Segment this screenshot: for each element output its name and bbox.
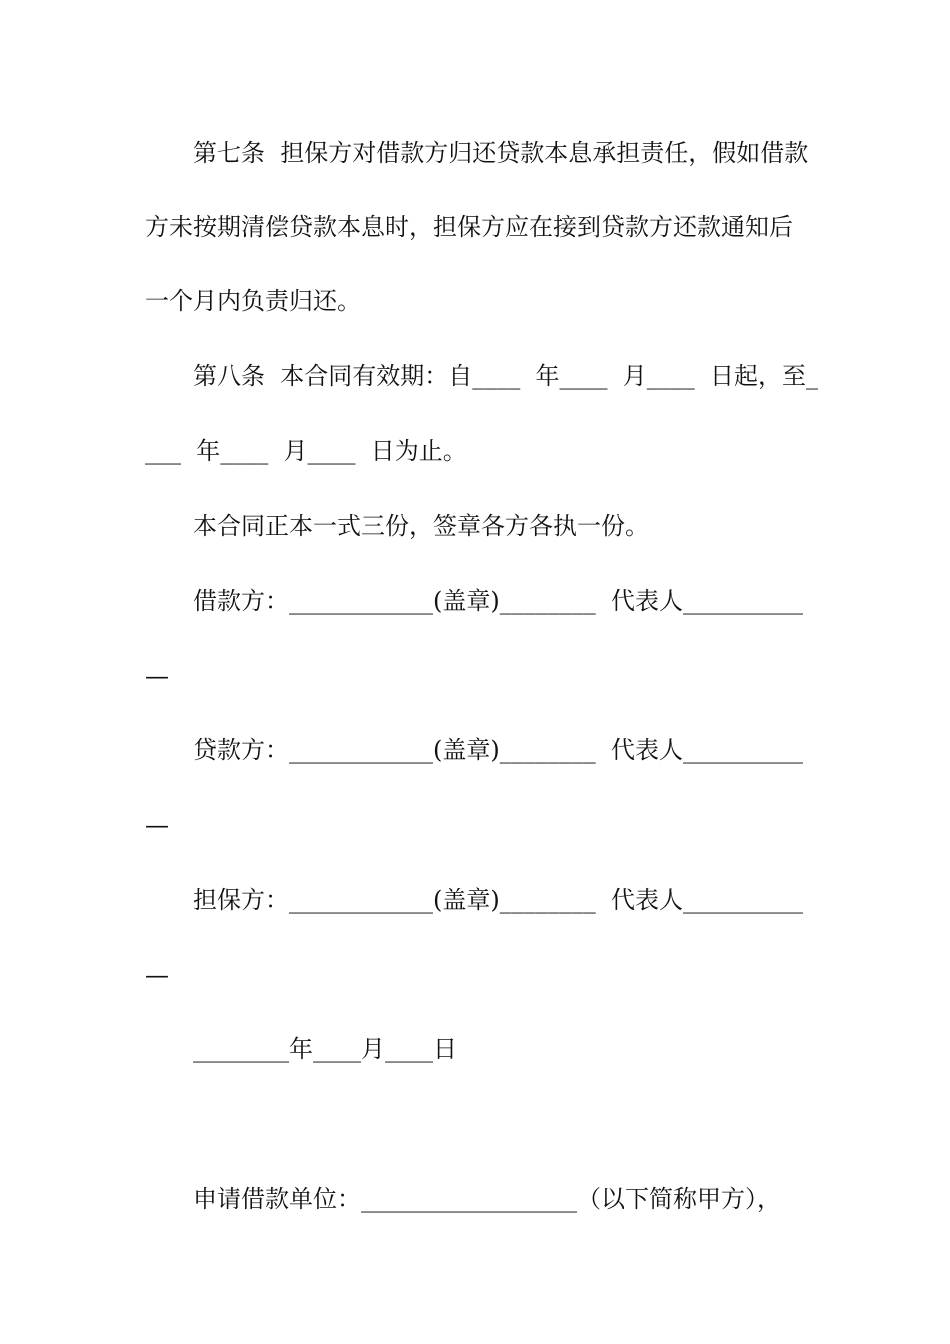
applicant-unit-line: 申请借款单位：__________________（以下简称甲方）， xyxy=(193,1185,781,1213)
copies-clause: 本合同正本一式三份，签章各方各执一份。 xyxy=(193,512,649,540)
article-7-line-1: 第七条 担保方对借款方归还贷款本息承担责任，假如借款 xyxy=(193,139,809,167)
borrower-signature-continuation: — xyxy=(145,662,169,690)
guarantor-signature-line: 担保方：____________(盖章)________ 代表人__________ xyxy=(193,886,803,914)
date-line: ________年____月____日 xyxy=(193,1035,457,1063)
article-8-line-1: 第八条 本合同有效期：自____ 年____ 月____ 日起，至_ xyxy=(193,362,819,390)
article-7-line-3: 一个月内负责归还。 xyxy=(145,287,361,315)
article-7-line-2: 方未按期清偿贷款本息时，担保方应在接到贷款方还款通知后 xyxy=(145,213,793,241)
borrower-signature-line: 借款方：____________(盖章)________ 代表人__________ xyxy=(193,587,803,615)
lender-signature-line: 贷款方：____________(盖章)________ 代表人__________ xyxy=(193,736,803,764)
lender-signature-continuation: — xyxy=(145,811,169,839)
article-8-line-2: ___ 年____ 月____ 日为止。 xyxy=(145,437,467,465)
guarantor-signature-continuation: — xyxy=(145,961,169,989)
